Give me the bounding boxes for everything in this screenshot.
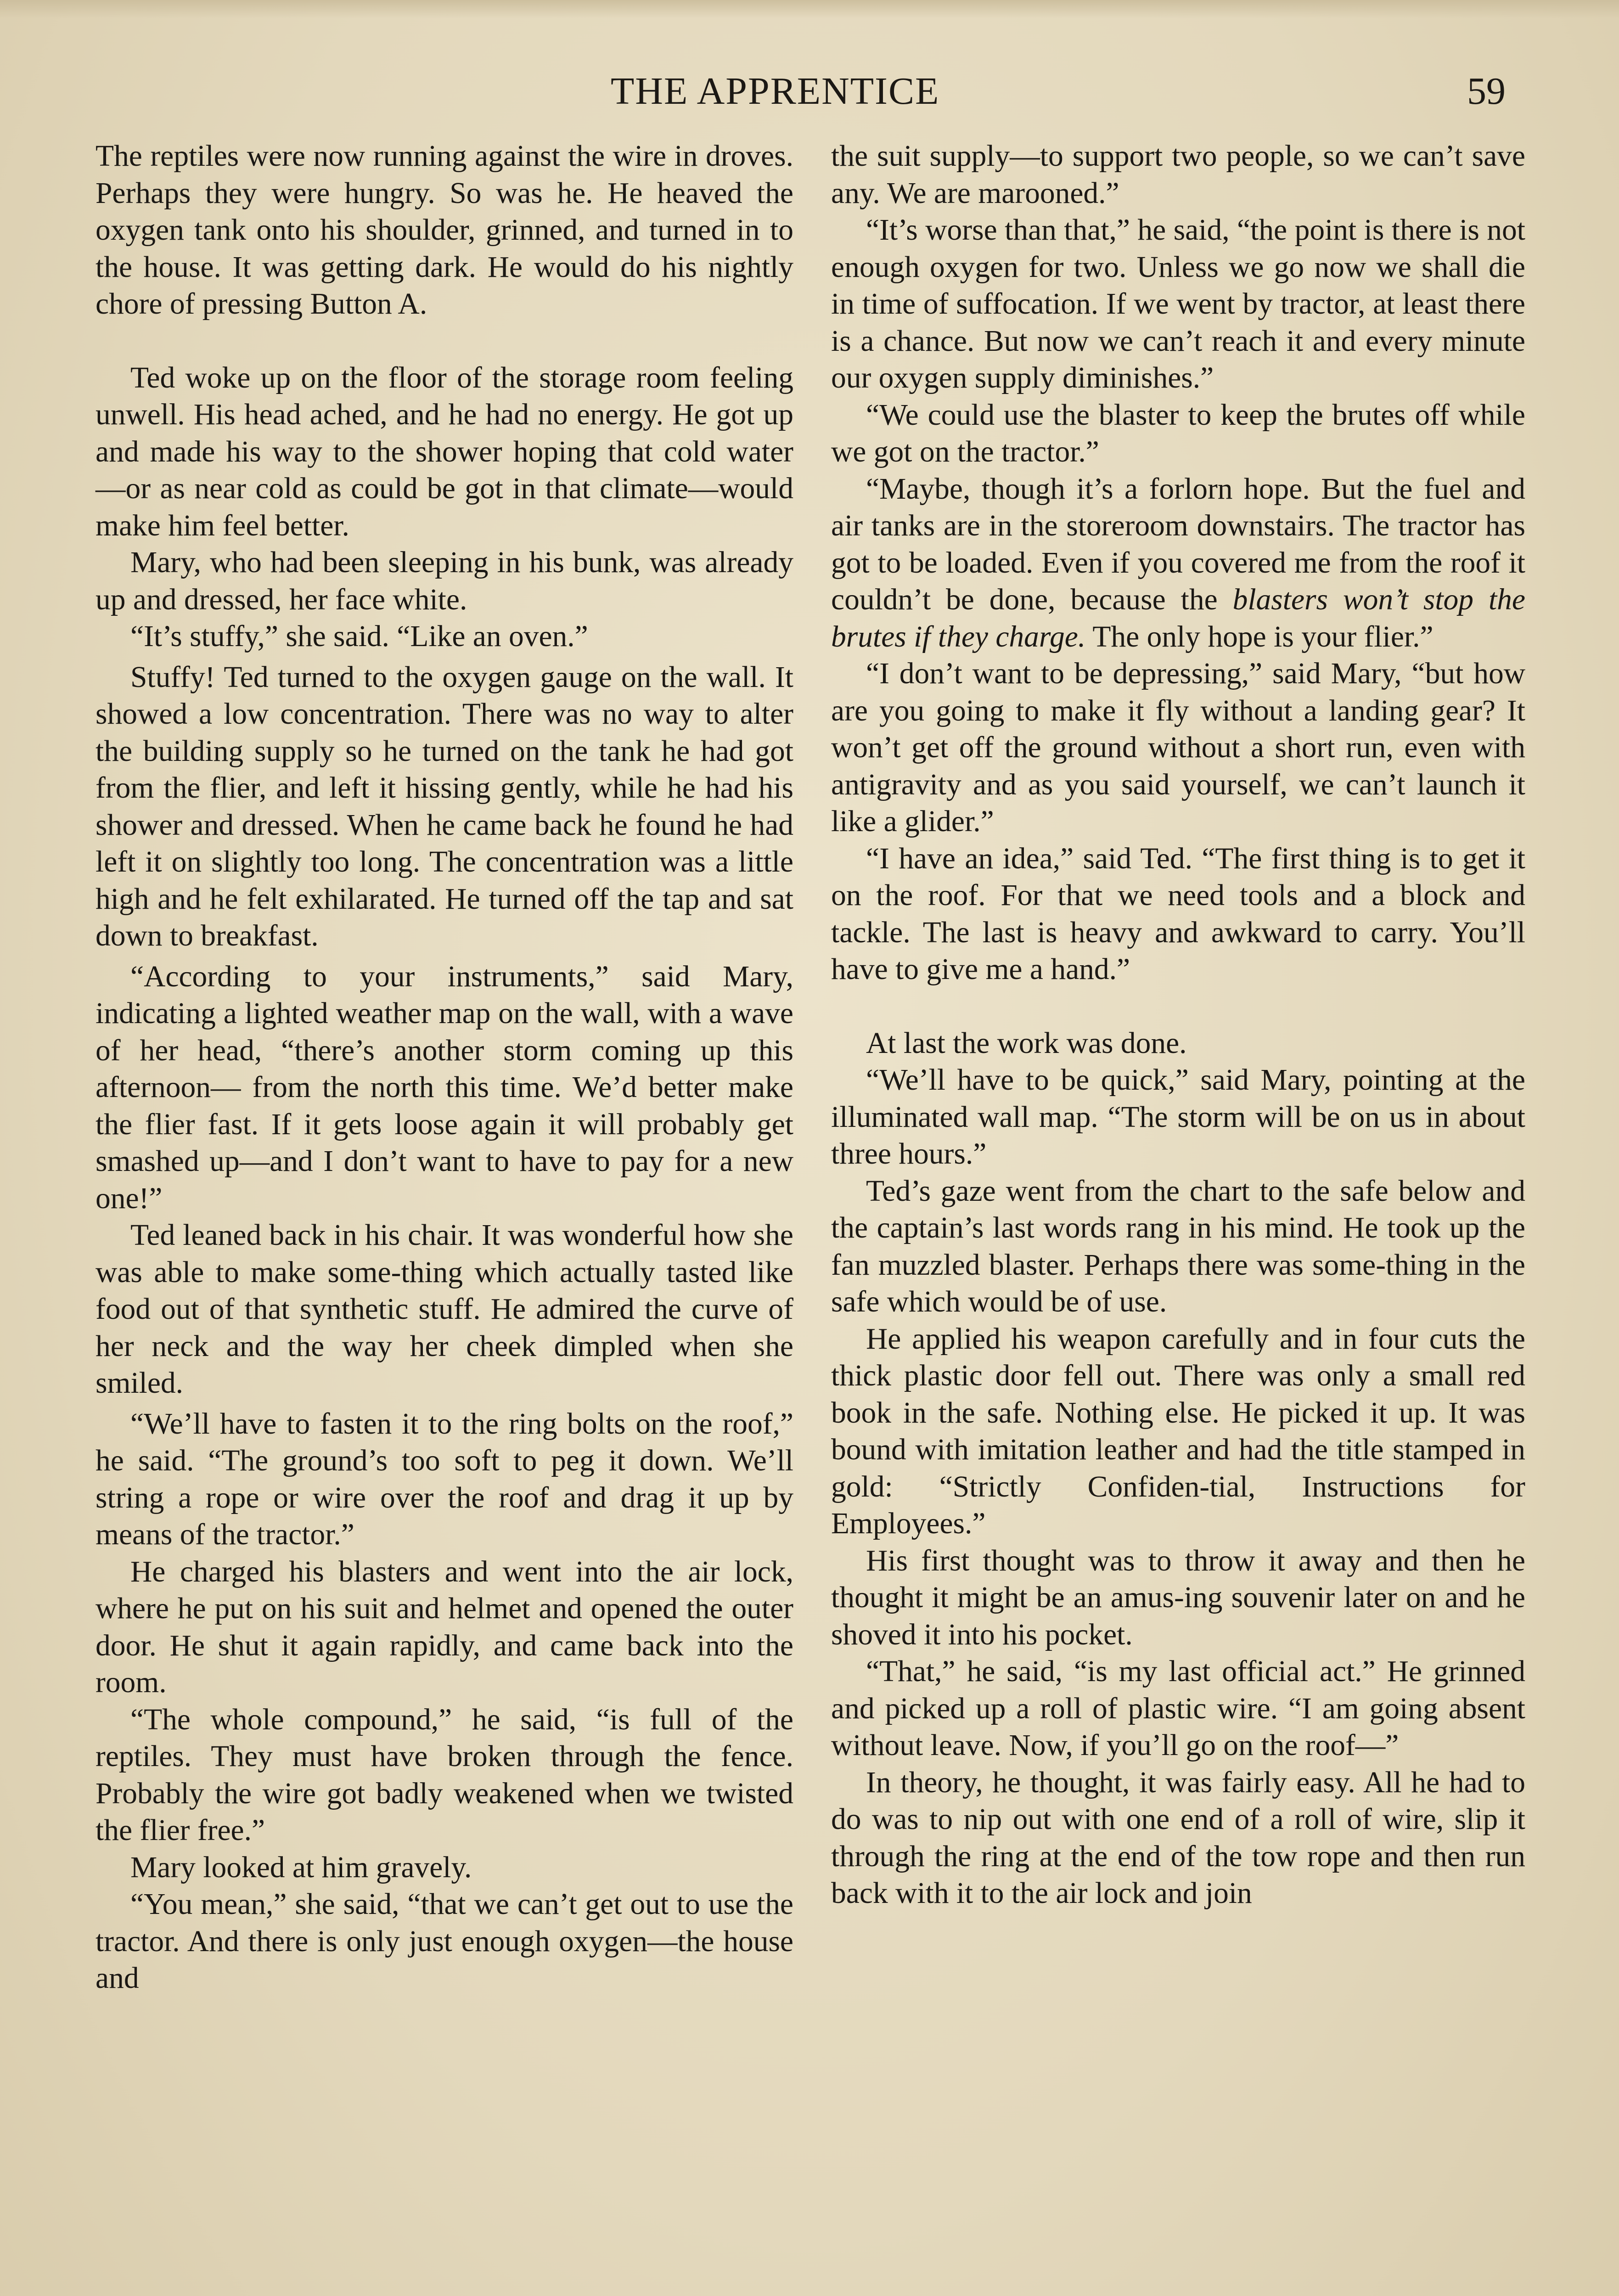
- right-column: [831, 138, 1525, 1912]
- paragraph: Stuffy! Ted turned to the oxygen gauge on the wall. It showed a low concentration. There was no way to alter the building supply so he turned on the tank he had got from the flier, and left it hissing gently, while he had his shower and dressed. When he came back he found he had left it on slightly too long. The concentration was a little high and he felt exhilarated. He turned off the tap and sat down to breakfast.: [96, 660, 793, 952]
- paragraph: Ted’s gaze went from the chart to the safe below and the captain’s last words rang in his mind. He took up the fan muzzled blaster. Perhaps there was some-thing in the safe which would be of use.: [831, 1174, 1525, 1318]
- running-title: THE APPRENTICE: [611, 70, 940, 113]
- paragraph: “It’s stuffy,” she said. “Like an oven.”: [130, 620, 588, 653]
- paragraph: “I don’t want to be depressing,” said Mary, “but how are you going to make it fly without a landing gear? It won’t get off the ground without a short run, even with antigravity and as you said yourself, we can’t launch it like a glider.”: [831, 657, 1525, 838]
- paragraph: Ted leaned back in his chair. It was wonderful how she was able to make some-thing which actually tasted like food out of that synthetic stuff. He admired the curve of her neck and the way her cheek dimpled when she smiled.: [96, 1219, 793, 1400]
- paragraph: Ted woke up on the floor of the storage room feeling unwell. His head ached, and he had no energy. He got up and made his way to the shower hoping that cold water —or as near cold as could be got in that climate—would make him feel better.: [96, 361, 793, 542]
- paragraph: “The whole compound,” he said, “is full of the reptiles. They must have broken through the fence. Probably the wire got badly weakened when we twisted the flier free.”: [96, 1703, 793, 1847]
- paragraph: His first thought was to throw it away and then he thought it might be an amus-ing souvenir later on and he shoved it into his pocket.: [831, 1544, 1525, 1651]
- text-run: “Maybe, though it’s a forlorn hope. But the fuel and air tanks are in the storeroom downstairs. The tractor has got to be loaded. Even if you covered me from the roof it couldn’t be done, because the: [831, 472, 1525, 616]
- paragraph: “We’ll have to be quick,” said Mary, pointing at the illuminated wall map. “The storm will be on us in about three hours.”: [831, 1064, 1525, 1171]
- paragraph: The reptiles were now running against the wire in droves. Perhaps they were hungry. So was he. He heaved the oxygen tank onto his shoulder, grinned, and turned in to the house. It was getting dark. He would do his nightly chore of pressing Button A.: [96, 140, 793, 321]
- paragraph: At last the work was done.: [866, 1026, 1187, 1060]
- paragraph: “That,” he said, “is my last official act.” He grinned and picked up a roll of plastic wire. “I am going absent without leave. Now, if you’ll go on the roof—”: [831, 1655, 1525, 1762]
- paragraph: “We’ll have to fasten it to the ring bolts on the roof,” he said. “The ground’s too soft to peg it down. We’ll string a rope or wire over the roof and drag it up by means of the tractor.”: [96, 1407, 793, 1551]
- paragraph: Mary, who had been sleeping in his bunk, was already up and dressed, her face white.: [96, 546, 793, 616]
- paragraph: “According to your instruments,” said Mary, indicating a lighted weather map on the wall, with a wave of her head, “there’s another storm coming up this afternoon— from the north this time. We’d better make the flier fast. If it gets loose again it will probably get smashed up—and I don’t want to have to pay for a new one!”: [96, 960, 793, 1215]
- paragraph: the suit supply—to support two people, so we can’t save any. We are marooned.”: [831, 140, 1525, 210]
- paragraph: “You mean,” she said, “that we can’t get out to use the tractor. And there is only just enough oxygen—the house and: [96, 1888, 793, 1995]
- italic-text: blasters won’t stop the brutes if they charge.: [831, 583, 1525, 653]
- paragraph: [831, 471, 1525, 656]
- paragraph: “I have an idea,” said Ted. “The first thing is to get it on the roof. For that we need tools and a block and tackle. The last is heavy and awkward to carry. You’ll have to give me a hand.”: [831, 842, 1525, 986]
- paragraph: He applied his weapon carefully and in four cuts the thick plastic door fell out. There was only a small red book in the safe. Nothing else. He picked it up. It was bound with imitation leather and had the title stamped in gold: “Strictly Confiden-tial, Instructions for Employees.”: [831, 1322, 1525, 1540]
- left-column: [96, 138, 793, 1997]
- page-edge-shadow: [0, 0, 1619, 18]
- paragraph: Mary looked at him gravely.: [130, 1851, 472, 1884]
- paragraph: “It’s worse than that,” he said, “the point is there is not enough oxygen for two. Unless we go now we shall die in time of suffocation. If we went by tractor, at least there is a chance. But now we can’t reach it and every minute our oxygen supply diminishes.”: [831, 214, 1525, 394]
- paragraph: In theory, he thought, it was fairly easy. All he had to do was to nip out with one end of a roll of wire, slip it through the ring at the end of the tow rope and then run back with it to the air lock and join: [831, 1766, 1525, 1910]
- paragraph: “We could use the blaster to keep the brutes off while we got on the tractor.”: [831, 398, 1525, 468]
- paragraph: He charged his blasters and went into the air lock, where he put on his suit and helmet and opened the outer door. He shut it again rapidly, and came back into the room.: [96, 1555, 793, 1699]
- text-run: The only hope is your flier.”: [1092, 620, 1433, 653]
- page-header: [0, 69, 1619, 124]
- page-number: 59: [1467, 70, 1506, 113]
